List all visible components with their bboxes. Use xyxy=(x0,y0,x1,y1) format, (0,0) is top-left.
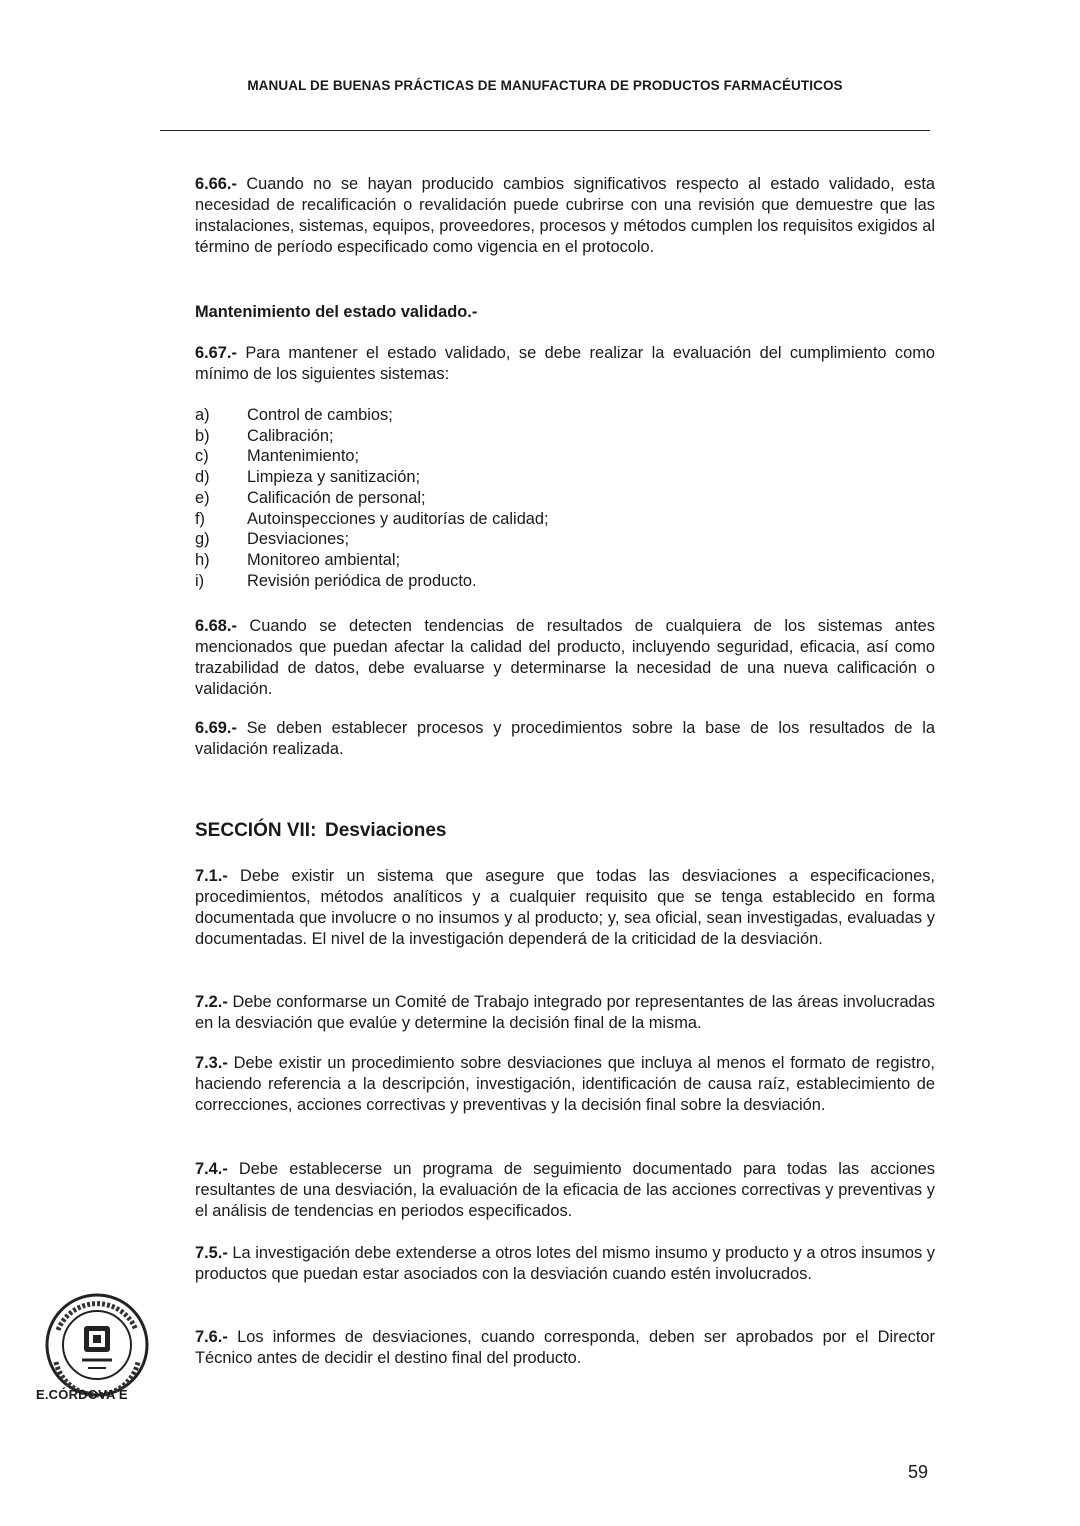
paragraph-number: 7.2.- xyxy=(195,993,228,1011)
subheading-mantenimiento xyxy=(195,302,935,323)
list-item xyxy=(195,467,935,488)
paragraph-6-67 xyxy=(195,343,935,385)
paragraph-7-2 xyxy=(195,992,935,1034)
official-seal-icon xyxy=(44,1290,150,1400)
list-item xyxy=(195,488,935,509)
paragraph-number: 6.69.- xyxy=(195,719,237,737)
paragraph-number: 7.4.- xyxy=(195,1160,228,1178)
paragraph-7-6 xyxy=(195,1327,935,1369)
paragraph-text: Cuando no se hayan producido cambios significativos respecto al estado validado, esta necesidad de recalificación o revalidación puede cubrirse con una revisión que demuestre que las instalaciones, sistemas, equipos, proveedores, procesos y métodos cumplen los requisitos exigidos al término de período especificado como vigencia en el protocolo. xyxy=(195,175,935,256)
list-marker: f) xyxy=(195,509,206,528)
list-marker: i) xyxy=(195,571,205,590)
paragraph-7-1 xyxy=(195,866,935,950)
list-item xyxy=(195,509,935,530)
list-marker: e) xyxy=(195,488,210,507)
list-text: Control de cambios; xyxy=(247,406,393,424)
list-text: Desviaciones; xyxy=(247,530,350,549)
paragraph-number: 7.5.- xyxy=(195,1244,228,1262)
paragraph-text: Para mantener el estado validado, se debe realizar la evaluación del cumplimiento como mínimo de los siguientes sistemas: xyxy=(195,344,935,383)
page-number: 59 xyxy=(908,1462,929,1482)
list-marker: b) xyxy=(195,426,210,445)
list-marker: h) xyxy=(195,550,210,569)
section-label: SECCIÓN VII: xyxy=(195,820,317,841)
list-marker: a) xyxy=(195,406,210,424)
header-rule xyxy=(160,130,930,131)
list-item xyxy=(195,571,935,592)
paragraph-6-68 xyxy=(195,616,935,700)
list-item xyxy=(195,550,935,571)
section-heading xyxy=(195,820,446,842)
list-item xyxy=(195,446,935,467)
paragraph-7-4 xyxy=(195,1159,935,1222)
list-item xyxy=(195,405,935,426)
list-marker: c) xyxy=(195,447,209,466)
running-header: MANUAL DE BUENAS PRÁCTICAS DE MANUFACTURA DE PRODUCTOS FARMACÉUTICOS xyxy=(247,78,843,93)
paragraph-number: 6.67.- xyxy=(195,344,237,362)
seal-signature: E.CÓRDOVA E xyxy=(36,1387,128,1402)
paragraph-number: 7.6.- xyxy=(195,1328,228,1346)
list-text: Mantenimiento; xyxy=(247,447,360,466)
list-item xyxy=(195,426,935,447)
paragraph-number: 7.3.- xyxy=(195,1054,228,1072)
paragraph-6-66 xyxy=(195,174,935,258)
paragraph-text: Debe existir un sistema que asegure que todas las desviaciones a especificaciones, procedimientos, métodos analíticos y a cualquier requisito que se tenga establecido en forma documentada que involucre o no insumos y al producto; y, sea oficial, sean investigadas, evaluadas y documentadas. El nivel de la investigación dependerá de la criticidad de la desviación. xyxy=(195,867,935,948)
list-text: Revisión periódica de producto. xyxy=(247,571,477,590)
paragraph-text: Debe establecerse un programa de seguimiento documentado para todas las acciones resultantes de una desviación, la evaluación de la eficacia de las acciones correctivas y preventivas y el análisis de tendencias en periodos especificados. xyxy=(195,1160,935,1220)
paragraph-6-69 xyxy=(195,718,935,760)
paragraph-number: 7.1.- xyxy=(195,867,228,885)
list-marker: g) xyxy=(195,530,210,549)
list-text: Calibración; xyxy=(247,426,334,445)
paragraph-7-5 xyxy=(195,1243,935,1285)
paragraph-text: Debe conformarse un Comité de Trabajo integrado por representantes de las áreas involucradas en la desviación que evalúe y determine la decisión final de la misma. xyxy=(195,993,935,1032)
list-marker: d) xyxy=(195,468,210,487)
paragraph-text: Debe existir un procedimiento sobre desviaciones que incluya al menos el formato de registro, haciendo referencia a la descripción, investigación, identificación de causa raíz, establecimiento de correcciones, acciones correctivas y preventivas y la decisión final sobre la desviación. xyxy=(195,1054,935,1114)
list-text: Limpieza y sanitización; xyxy=(247,468,421,487)
paragraph-text: Se deben establecer procesos y procedimientos sobre la base de los resultados de la validación realizada. xyxy=(195,719,935,758)
systems-list-container xyxy=(195,405,935,591)
list-text: Calificación de personal; xyxy=(247,488,426,507)
paragraph-7-3 xyxy=(195,1053,935,1116)
list-text: Monitoreo ambiental; xyxy=(247,550,401,569)
subheading-text: Mantenimiento del estado validado.- xyxy=(195,303,478,321)
paragraph-text: Cuando se detecten tendencias de resultados de cualquiera de los sistemas antes mencionados que puedan afectar la calidad del producto, incluyendo seguridad, eficacia, así como trazabilidad de datos, debe evaluarse y determinarse la necesidad de una nueva calificación o validación. xyxy=(195,617,935,698)
paragraph-text: La investigación debe extenderse a otros lotes del mismo insumo y producto y a otros insumos y productos que puedan estar asociados con la desviación cuando estén involucrados. xyxy=(195,1244,935,1283)
paragraph-number: 6.68.- xyxy=(195,617,237,635)
paragraph-number: 6.66.- xyxy=(195,175,237,193)
systems-list xyxy=(195,405,935,591)
list-item xyxy=(195,529,935,550)
list-text: Autoinspecciones y auditorías de calidad; xyxy=(247,509,549,528)
paragraph-text: Los informes de desviaciones, cuando corresponda, deben ser aprobados por el Director Técnico antes de decidir el destino final del producto. xyxy=(195,1328,935,1367)
section-title-text: Desviaciones xyxy=(325,820,447,841)
